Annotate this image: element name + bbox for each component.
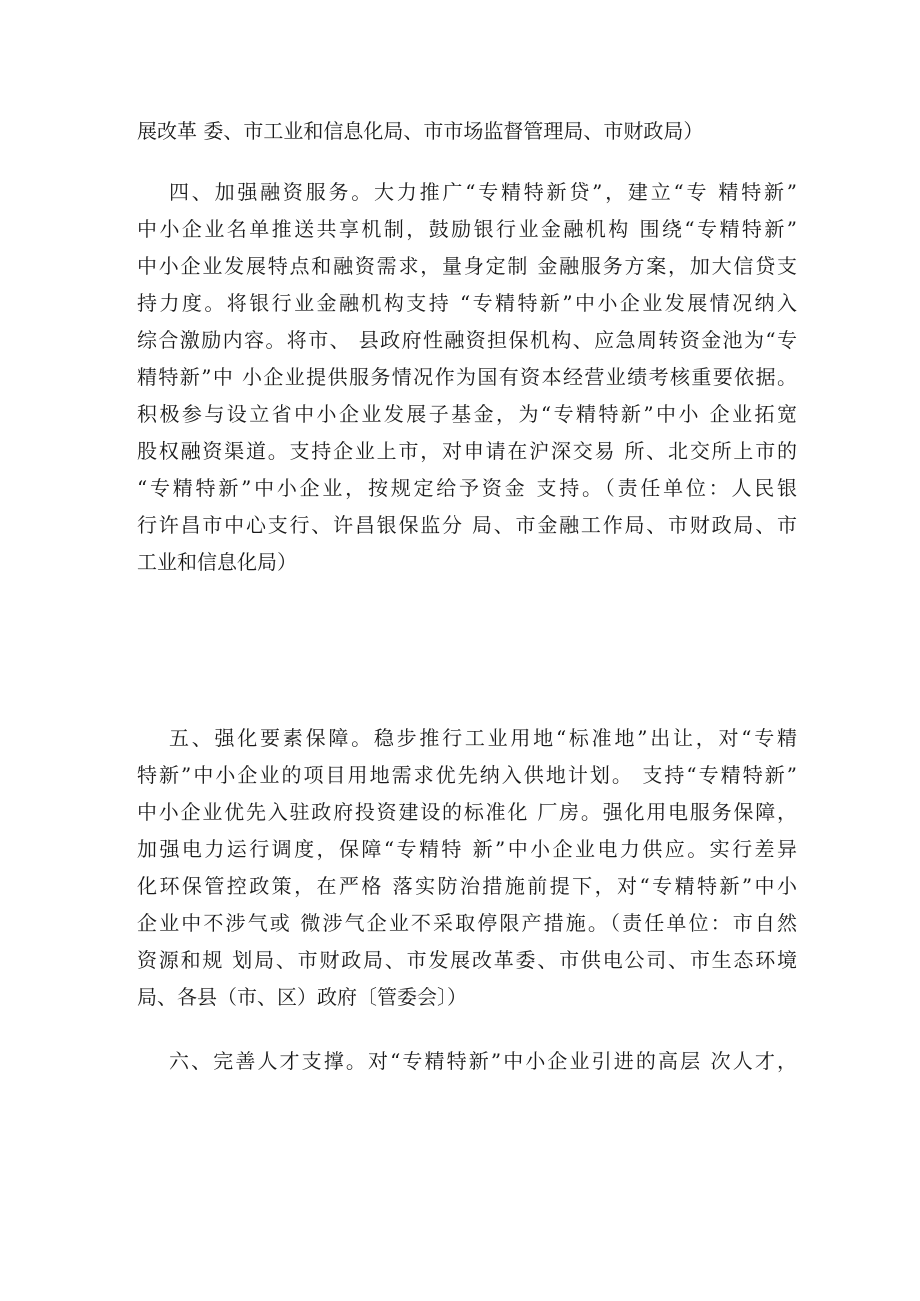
text-line: 持力度。将银行业金融机构支持 “专精特新”中小企业发展情况纳入 — [137, 291, 797, 315]
text-line: 展改革 委、市工业和信息化局、市市场监督管理局、市财政局） — [137, 119, 704, 143]
text-line: 加强电力运行调度，保障“专精特 新”中小企业电力供应。实行差异 — [137, 837, 797, 861]
text-line: 资源和规 划局、市财政局、市发展改革委、市供电公司、市生态环境 — [137, 948, 797, 972]
text-line: 积极参与设立省中小企业发展子基金，为“专精特新”中小 企业拓宽 — [137, 402, 797, 426]
paragraph-talent-support — [137, 1043, 797, 1080]
text-line: 中小企业发展特点和融资需求，量身定制 金融服务方案，加大信贷支 — [137, 254, 797, 278]
paragraph-financing-services — [137, 174, 797, 581]
paragraph-continuation — [137, 113, 797, 150]
text-line: 行许昌市中心支行、许昌银保监分 局、市金融工作局、市财政局、市 — [137, 513, 797, 537]
text-line: 股权融资渠道。支持企业上市，对申请在沪深交易 所、北交所上市的 — [137, 439, 797, 463]
text-line: 工业和信息化局） — [137, 550, 297, 574]
text-line: 中小企业名单推送共享机制，鼓励银行业金融机构 围绕“专精特新” — [137, 217, 797, 241]
text-line: 化环保管控政策，在严格 落实防治措施前提下，对“专精特新”中小 — [137, 874, 797, 898]
text-line: 五、强化要素保障。稳步推行工业用地“标准地”出让，对“专精 — [169, 726, 797, 750]
paragraph-factor-guarantee — [137, 720, 797, 1016]
text-line: 企业中不涉气或 微涉气企业不采取停限产措施。（责任单位：市自然 — [137, 911, 797, 935]
text-line: 四、加强融资服务。大力推广“专精特新贷”，建立“专 精特新” — [169, 180, 797, 204]
text-line: “专精特新”中小企业，按规定给予资金 支持。（责任单位：人民银 — [137, 476, 797, 500]
text-line: 综合激励内容。将市、 县政府性融资担保机构、应急周转资金池为“专 — [137, 328, 797, 352]
text-line: 特新”中小企业的项目用地需求优先纳入供地计划。 支持“专精特新” — [137, 763, 797, 787]
text-line: 中小企业优先入驻政府投资建设的标准化 厂房。强化用电服务保障， — [137, 800, 797, 824]
text-line: 精特新”中 小企业提供服务情况作为国有资本经营业绩考核重要依据。 — [137, 365, 797, 389]
text-line: 局、各县（市、区）政府〔管委会〕） — [137, 985, 467, 1009]
text-line: 六、完善人才支撑。对“专精特新”中小企业引进的高层 次人才， — [169, 1049, 797, 1073]
